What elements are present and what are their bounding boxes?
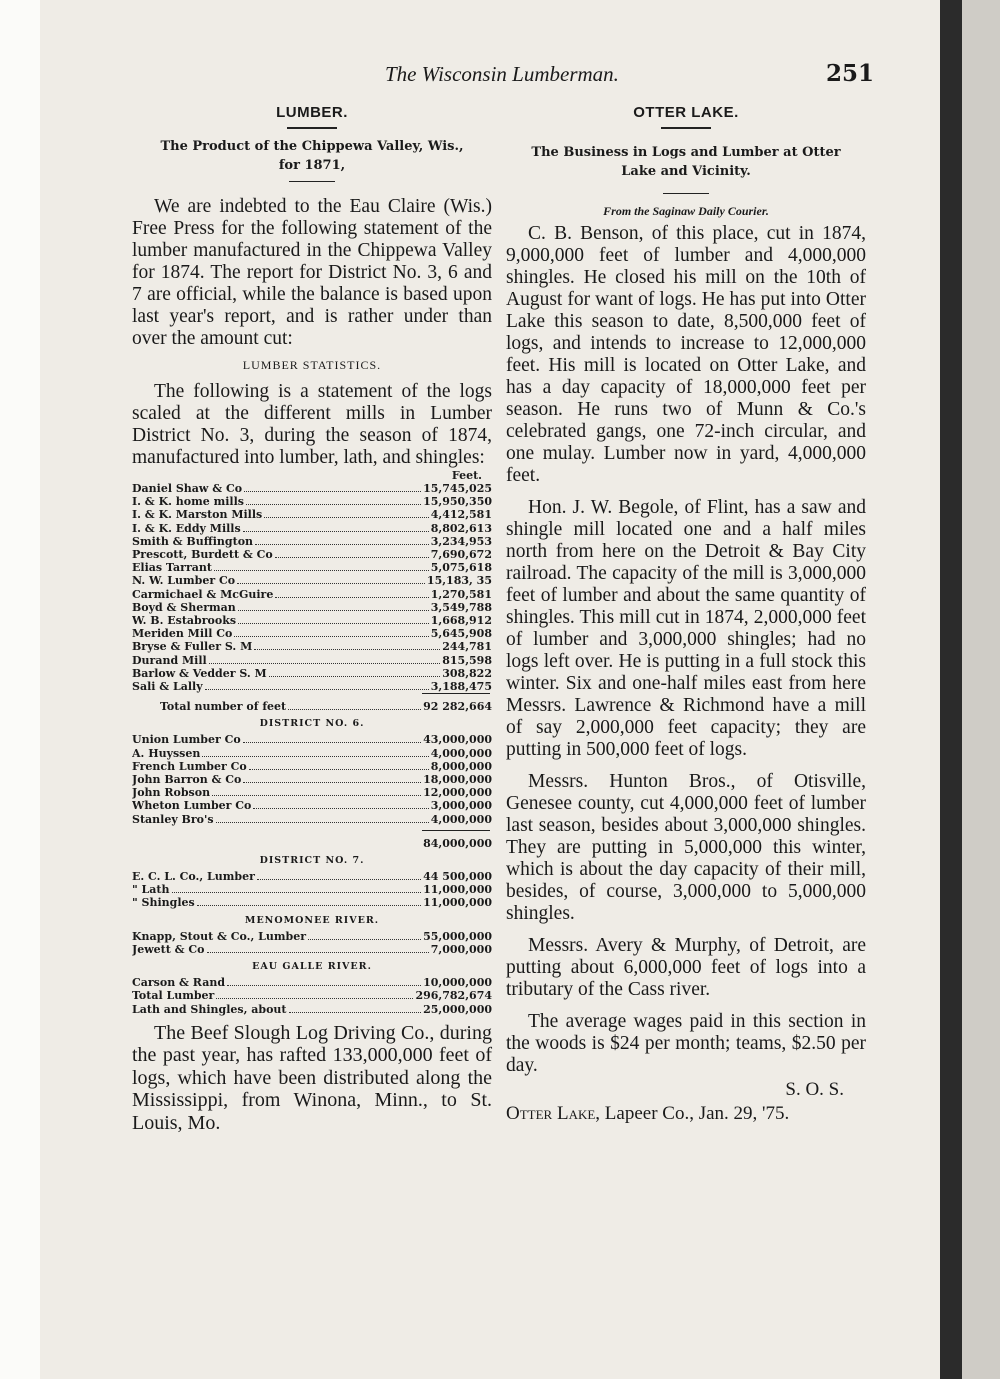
row-value: 92 282,664	[423, 700, 492, 714]
row-label: Elias Tarrant	[132, 561, 212, 575]
row-label: Jewett & Co	[132, 942, 205, 956]
row-value: 11,000,000	[423, 896, 492, 910]
row-label: Smith & Buffington	[132, 534, 254, 548]
stats-heading: LUMBER STATISTICS.	[242, 358, 382, 372]
row-label: W. B. Estabrooks	[132, 614, 237, 628]
lumber-intro-paragraph: We are indebted to the Eau Claire (Wis.) Free Press for the following statement of the lumber manufactured in the Chippewa Valley for 1874. The report for District No. 3, 6 and 7 are official, while the balance is based upon last year's report, and is rather under than over the amount cut:	[132, 196, 492, 349]
district3-table	[132, 482, 492, 693]
row-value: 8,000,000	[430, 759, 492, 773]
table-row	[132, 786, 492, 799]
begole-paragraph: Hon. J. W. Begole, of Flint, has a saw and shingle mill located one and a half miles north from here on the Detroit & Bay City railroad. The capacity of the mill is 3,000,000 feet of lumber and about the same quantity of shingles. This mill cut in 1874, 2,000,000 feet of lumber and 3,000,000 shingles; had no logs left over. He is putting in a full stock this winter. Six and one-half miles east from here Messrs. Lawrence & Richmond have a mill of say 2,000,000 feet capacity; they are putting in 500,000 feet of logs.	[506, 497, 866, 760]
avery-murphy-paragraph: Messrs. Avery & Murphy, of Detroit, are putting about 6,000,000 feet of logs into a tributary of the Cass river.	[506, 935, 866, 1000]
table-row	[132, 896, 492, 909]
stats-intro-paragraph: The following is a statement of the logs scaled at the different mills in Lumber District No. 3, during the season of 1874, manufactured into lumber, lath, and shingles:	[132, 381, 492, 468]
total-rule	[422, 693, 490, 700]
row-label: Daniel Shaw & Co	[132, 482, 243, 495]
district6-total	[132, 837, 492, 850]
table-row	[132, 870, 492, 883]
district6-heading: DISTRICT NO. 6.	[259, 718, 365, 730]
table-row	[132, 1003, 492, 1016]
row-value: 44 500,000	[423, 870, 492, 884]
row-value: 1,270,581	[430, 587, 492, 601]
row-value: 15,950,350	[423, 495, 492, 509]
table-row	[132, 943, 492, 956]
table-row	[132, 601, 492, 614]
table-row	[132, 627, 492, 640]
row-label: Stanley Bro's	[132, 812, 214, 826]
row-label: I. & K. Eddy Mills	[132, 521, 241, 535]
dateline	[506, 1103, 866, 1125]
benson-paragraph: C. B. Benson, of this place, cut in 1874, 9,000,000 feet of lumber and 4,000,000 shingles. He closed his mill on the 10th of August for want of logs. He has put into Otter Lake this season to date, 8,500,000 feet of logs, and intends to increase to 12,000,000 feet. His mill is located on Otter Lake, and has a day capacity of 18,000,000 feet per season. He runs two of Munn & Co.'s celebrated gangs, one 72-inch circular, and one mulay. Lumber now in yard, 4,000,000 feet.	[506, 223, 866, 486]
table-row	[132, 561, 492, 574]
row-value: 4,000,000	[430, 812, 492, 826]
table-row	[132, 760, 492, 773]
row-label: Carmichael & McGuire	[132, 587, 274, 601]
row-value: 3,549,788	[430, 600, 492, 614]
table-row	[132, 640, 492, 653]
right-column	[506, 100, 866, 1125]
feet-column-label: Feet.	[451, 469, 482, 482]
row-value: 4,412,581	[430, 508, 492, 522]
menomonee-table	[132, 930, 492, 956]
row-value: 5,075,618	[430, 561, 492, 575]
row-value: 84,000,000	[423, 836, 492, 850]
otter-lake-subheading-1: The Business in Logs and Lumber at Otter	[531, 145, 841, 160]
hunton-paragraph: Messrs. Hunton Bros., of Otisville, Genesee county, cut 4,000,000 feet of lumber last season, besides about 3,000,000 shingles. They are putting in 5,000,000 this winter, which is about the day capacity of their mill, besides, of course, 3,000,000 to 5,000,000 shingles.	[506, 771, 866, 924]
running-head	[0, 60, 1000, 90]
subheading-rule	[289, 181, 335, 182]
row-label: " Lath	[132, 883, 170, 897]
table-row	[132, 733, 492, 746]
row-label: Durand Mill	[132, 653, 207, 667]
row-value: 55,000,000	[423, 929, 492, 943]
source-credit: From the Saginaw Daily Courier.	[603, 204, 769, 218]
signature: S. O. S.	[785, 1079, 844, 1100]
otter-lake-heading: OTTER LAKE.	[633, 104, 739, 121]
row-label: Lath and Shingles, about	[132, 1002, 287, 1016]
eau-galle-table	[132, 976, 492, 1016]
dateline-place: Otter Lake	[506, 1103, 596, 1124]
eau-galle-heading: EAU GALLE RIVER.	[252, 961, 372, 973]
row-value: 11,000,000	[423, 883, 492, 897]
row-label: I. & K. Marston Mills	[132, 508, 263, 522]
row-value: 244,781	[442, 640, 492, 654]
table-row	[132, 773, 492, 786]
left-column	[132, 100, 492, 1134]
row-value: 308,822	[442, 666, 492, 680]
table-row	[132, 930, 492, 943]
subheading-rule	[663, 193, 709, 194]
beef-slough-paragraph: The Beef Slough Log Driving Co., during the past year, has rafted 133,000,000 feet of logs, which have been distributed along the Mississippi, from Winona, Minn., to St. Louis, Mo.	[132, 1021, 492, 1134]
row-value: 296,782,674	[415, 989, 492, 1003]
row-label: A. Huyssen	[132, 746, 201, 760]
row-value: 815,598	[442, 653, 492, 667]
row-value: 7,690,672	[430, 548, 492, 562]
lumber-subheading-1: The Product of the Chippewa Valley, Wis.,	[160, 139, 464, 154]
row-value: 1,668,912	[430, 614, 492, 628]
table-row	[132, 654, 492, 667]
heading-rule	[661, 127, 711, 129]
row-value: 4,000,000	[430, 746, 492, 760]
wages-paragraph: The average wages paid in this section in the woods is $24 per month; teams, $2.50 per day.	[506, 1011, 866, 1076]
table-row	[132, 976, 492, 989]
table-row	[132, 700, 492, 713]
row-value: 18,000,000	[423, 773, 492, 787]
row-value: 7,000,000	[430, 942, 492, 956]
lumber-heading: LUMBER.	[276, 104, 348, 121]
row-label: Boyd & Sherman	[132, 600, 236, 614]
publication-title: The Wisconsin Lumberman.	[385, 62, 619, 86]
row-value: 25,000,000	[423, 1002, 492, 1016]
table-row	[132, 989, 492, 1002]
table-row	[132, 667, 492, 680]
table-row	[132, 522, 492, 535]
row-label: Total number of feet	[160, 700, 287, 714]
table-row	[132, 482, 492, 495]
lumber-subheading-2: for 1871,	[278, 158, 346, 173]
otter-lake-subheading-2: Lake and Vicinity.	[621, 164, 751, 179]
row-value: 8,802,613	[430, 521, 492, 535]
total-rule	[422, 830, 490, 837]
row-label: Barlow & Vedder S. M	[132, 666, 267, 680]
table-row	[132, 883, 492, 896]
district3-total	[132, 700, 492, 713]
row-label: John Robson	[132, 786, 211, 800]
district7-heading: DISTRICT NO. 7.	[259, 855, 365, 867]
row-label: Carson & Rand	[132, 976, 226, 990]
menomonee-heading: MENOMONEE RIVER.	[244, 914, 380, 926]
table-row	[132, 574, 492, 587]
district7-table	[132, 870, 492, 910]
row-label: E. C. L. Co., Lumber	[132, 870, 255, 884]
row-label: N. W. Lumber Co	[132, 574, 236, 588]
binding-left-edge	[0, 0, 40, 1379]
row-label: Prescott, Burdett & Co	[132, 548, 273, 562]
table-row	[132, 680, 492, 693]
table-row	[132, 588, 492, 601]
row-value: 15,183, 35	[426, 574, 492, 588]
row-label: Bryse & Fuller S. M	[132, 640, 253, 654]
table-row	[132, 813, 492, 826]
dateline-rest: , Lapeer Co., Jan. 29, '75.	[595, 1103, 790, 1124]
row-label: " Shingles	[132, 896, 195, 910]
row-label: Wheton Lumber Co	[132, 799, 252, 813]
table-row	[132, 548, 492, 561]
row-label: John Barron & Co	[132, 773, 242, 787]
row-value: 15,745,025	[423, 482, 492, 495]
row-label: Meriden Mill Co	[132, 627, 233, 641]
row-value: 10,000,000	[423, 976, 492, 990]
row-value: 43,000,000	[423, 733, 492, 747]
heading-rule	[287, 127, 337, 129]
row-value: 12,000,000	[423, 786, 492, 800]
table-row	[132, 747, 492, 760]
table-row	[132, 495, 492, 508]
row-label: Union Lumber Co	[132, 733, 241, 747]
row-value: 3,000,000	[430, 799, 492, 813]
binding-right-edge	[940, 0, 1000, 1379]
table-row	[132, 535, 492, 548]
row-value: 3,234,953	[430, 534, 492, 548]
row-label: I. & K. home mills	[132, 495, 244, 509]
district6-table	[132, 733, 492, 825]
row-label: Knapp, Stout & Co., Lumber	[132, 929, 307, 943]
row-value: 3,188,475	[430, 680, 492, 694]
table-row	[132, 614, 492, 627]
table-row	[132, 508, 492, 521]
row-label: Sali & Lally	[132, 680, 203, 694]
row-label: Total Lumber	[132, 989, 215, 1003]
row-value: 5,645,908	[430, 627, 492, 641]
row-label: French Lumber Co	[132, 759, 247, 773]
table-row	[132, 799, 492, 812]
page-number: 251	[826, 60, 875, 87]
